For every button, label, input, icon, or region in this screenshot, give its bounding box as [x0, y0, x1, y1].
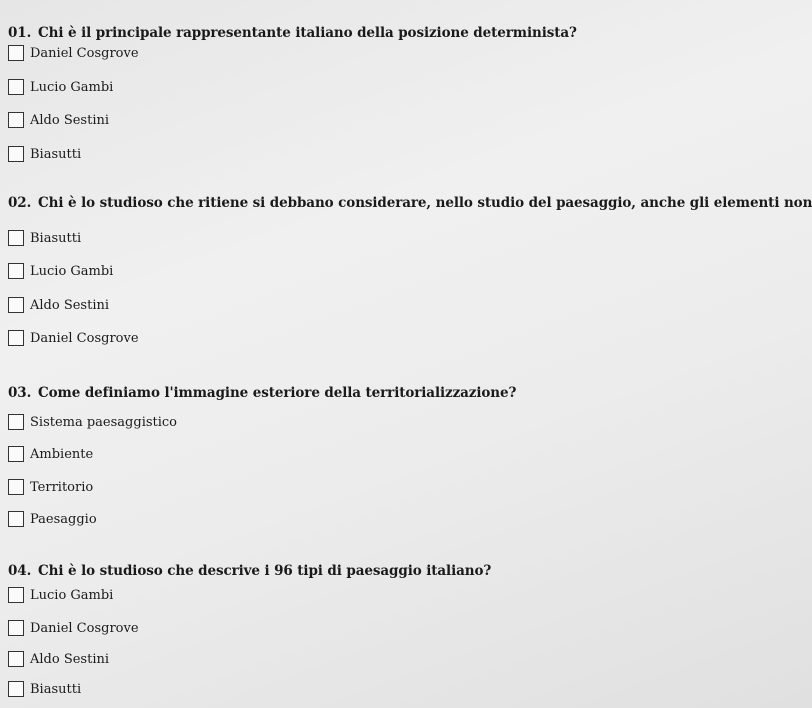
question-title — [8, 24, 577, 42]
answer-option[interactable] — [8, 648, 109, 670]
answer-option[interactable] — [8, 294, 109, 316]
checkbox[interactable] — [8, 587, 24, 603]
answer-option[interactable] — [8, 508, 97, 530]
answer-option[interactable] — [8, 476, 93, 498]
answer-option[interactable] — [8, 227, 81, 249]
question-number: 04. — [8, 563, 32, 579]
answer-option[interactable] — [8, 76, 113, 98]
answer-label: Sistema paesaggistico — [30, 414, 178, 430]
answer-label: Ambiente — [30, 446, 94, 462]
question-title — [8, 562, 491, 580]
answer-option[interactable] — [8, 109, 109, 131]
checkbox[interactable] — [8, 45, 24, 61]
checkbox[interactable] — [8, 263, 24, 279]
checkbox[interactable] — [8, 297, 24, 313]
checkbox[interactable] — [8, 230, 24, 246]
answer-label: Lucio Gambi — [30, 263, 114, 279]
question-number: 01. — [8, 25, 32, 41]
answer-label: Lucio Gambi — [30, 587, 114, 603]
question-number: 02. — [8, 195, 32, 211]
answer-label: Paesaggio — [30, 511, 97, 527]
question-text: Come definiamo l'immagine esteriore della territorializzazione? — [38, 385, 517, 401]
answer-label: Daniel Cosgrove — [30, 330, 139, 346]
question-text: Chi è lo studioso che ritiene si debbano considerare, nello studio del paesaggio, anche gli elementi non — [38, 195, 812, 211]
answer-label: Biasutti — [30, 681, 82, 697]
answer-option[interactable] — [8, 327, 139, 349]
answer-label: Daniel Cosgrove — [30, 620, 139, 636]
checkbox[interactable] — [8, 146, 24, 162]
checkbox[interactable] — [8, 414, 24, 430]
answer-option[interactable] — [8, 42, 139, 64]
answer-option[interactable] — [8, 143, 81, 165]
checkbox[interactable] — [8, 79, 24, 95]
answer-label: Aldo Sestini — [30, 651, 110, 667]
answer-label: Territorio — [30, 479, 94, 495]
checkbox[interactable] — [8, 651, 24, 667]
answer-option[interactable] — [8, 584, 113, 606]
checkbox[interactable] — [8, 681, 24, 697]
answer-label: Biasutti — [30, 146, 82, 162]
answer-option[interactable] — [8, 411, 177, 433]
question-text: Chi è il principale rappresentante italiano della posizione determinista? — [38, 25, 577, 41]
answer-label: Biasutti — [30, 230, 82, 246]
checkbox[interactable] — [8, 511, 24, 527]
answer-option[interactable] — [8, 260, 113, 282]
answer-label: Aldo Sestini — [30, 112, 110, 128]
question-title — [8, 384, 516, 402]
answer-option[interactable] — [8, 617, 139, 639]
question-text: Chi è lo studioso che descrive i 96 tipi di paesaggio italiano? — [38, 563, 492, 579]
answer-label: Aldo Sestini — [30, 297, 110, 313]
answer-option[interactable] — [8, 678, 81, 700]
checkbox[interactable] — [8, 479, 24, 495]
answer-option[interactable] — [8, 443, 93, 465]
question-number: 03. — [8, 385, 32, 401]
question-title — [8, 194, 812, 212]
answer-label: Lucio Gambi — [30, 79, 114, 95]
answer-label: Daniel Cosgrove — [30, 45, 139, 61]
checkbox[interactable] — [8, 330, 24, 346]
checkbox[interactable] — [8, 620, 24, 636]
checkbox[interactable] — [8, 112, 24, 128]
checkbox[interactable] — [8, 446, 24, 462]
